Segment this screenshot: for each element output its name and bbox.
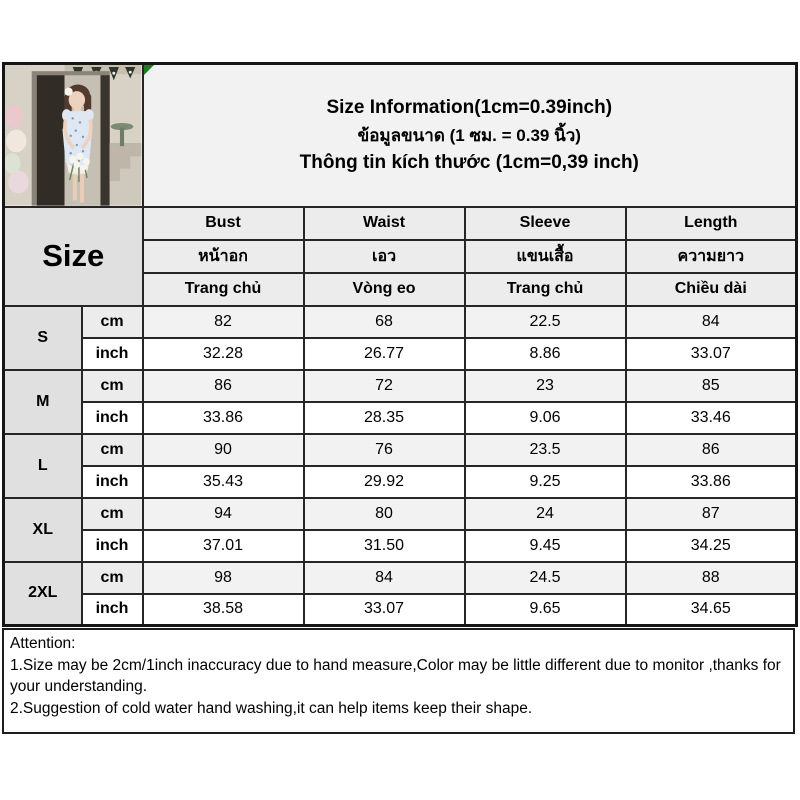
value-cell: 38.58 xyxy=(143,594,304,626)
column-header-bust-th: หน้าอก xyxy=(143,240,304,273)
value-cell: 88 xyxy=(626,562,797,594)
size-column-header: Size xyxy=(4,207,143,306)
product-photo-illustration xyxy=(5,65,142,206)
value-cell: 76 xyxy=(304,434,465,466)
attention-heading: Attention: xyxy=(10,635,76,652)
unit-label-cm: cm xyxy=(82,434,143,466)
value-cell: 86 xyxy=(143,370,304,402)
value-cell: 94 xyxy=(143,498,304,530)
value-cell: 33.86 xyxy=(626,466,797,498)
column-header-length-vi: Chiều dài xyxy=(626,273,797,306)
unit-label-inch: inch xyxy=(82,466,143,498)
value-cell: 9.45 xyxy=(465,530,626,562)
attention-line-1: 1.Size may be 2cm/1inch inaccuracy due to hand measure,Color may be little different due to monitor ,thanks for your understanding. xyxy=(10,656,781,695)
title-cell xyxy=(143,64,797,207)
size-label-s: S xyxy=(4,306,82,370)
column-header-sleeve-th: แขนเสื้อ xyxy=(465,240,626,273)
value-cell: 98 xyxy=(143,562,304,594)
value-cell: 31.50 xyxy=(304,530,465,562)
column-header-sleeve-vi: Trang chủ xyxy=(465,273,626,306)
value-cell: 68 xyxy=(304,306,465,338)
column-header-bust-en: Bust xyxy=(143,207,304,240)
value-cell: 23 xyxy=(465,370,626,402)
value-cell: 80 xyxy=(304,498,465,530)
size-label-m: M xyxy=(4,370,82,434)
value-cell: 86 xyxy=(626,434,797,466)
value-cell: 85 xyxy=(626,370,797,402)
value-cell: 37.01 xyxy=(143,530,304,562)
unit-label-cm: cm xyxy=(82,498,143,530)
attention-line-2: 2.Suggestion of cold water hand washing,it can help items keep their shape. xyxy=(10,699,533,717)
value-cell: 33.46 xyxy=(626,402,797,434)
value-cell: 9.25 xyxy=(465,466,626,498)
column-header-length-th: ความยาว xyxy=(626,240,797,273)
value-cell: 72 xyxy=(304,370,465,402)
value-cell: 84 xyxy=(304,562,465,594)
value-cell: 24.5 xyxy=(465,562,626,594)
column-header-sleeve-en: Sleeve xyxy=(465,207,626,240)
column-header-waist-en: Waist xyxy=(304,207,465,240)
value-cell: 82 xyxy=(143,306,304,338)
value-cell: 23.5 xyxy=(465,434,626,466)
value-cell: 29.92 xyxy=(304,466,465,498)
value-cell: 33.86 xyxy=(143,402,304,434)
value-cell: 35.43 xyxy=(143,466,304,498)
attention-note xyxy=(2,628,795,734)
value-cell: 34.25 xyxy=(626,530,797,562)
title-vietnamese: Thông tin kích thước (1cm=0,39 inch) xyxy=(299,151,639,173)
value-cell: 90 xyxy=(143,434,304,466)
value-cell: 87 xyxy=(626,498,797,530)
value-cell: 33.07 xyxy=(626,338,797,370)
product-photo xyxy=(4,64,143,207)
value-cell: 32.28 xyxy=(143,338,304,370)
value-cell: 34.65 xyxy=(626,594,797,626)
cell-corner-marker xyxy=(144,65,154,75)
size-label-l: L xyxy=(4,434,82,498)
column-header-waist-vi: Vòng eo xyxy=(304,273,465,306)
value-cell: 24 xyxy=(465,498,626,530)
value-cell: 28.35 xyxy=(304,402,465,434)
value-cell: 9.06 xyxy=(465,402,626,434)
value-cell: 33.07 xyxy=(304,594,465,626)
column-header-bust-vi: Trang chủ xyxy=(143,273,304,306)
title-english: Size Information(1cm=0.39inch) xyxy=(326,96,613,118)
unit-label-cm: cm xyxy=(82,562,143,594)
column-header-length-en: Length xyxy=(626,207,797,240)
title-thai: ข้อมูลขนาด (1 ซม. = 0.39 นิ้ว) xyxy=(357,125,581,145)
value-cell: 9.65 xyxy=(465,594,626,626)
value-cell: 8.86 xyxy=(465,338,626,370)
unit-label-inch: inch xyxy=(82,338,143,370)
unit-label-inch: inch xyxy=(82,530,143,562)
column-header-waist-th: เอว xyxy=(304,240,465,273)
unit-label-cm: cm xyxy=(82,370,143,402)
value-cell: 26.77 xyxy=(304,338,465,370)
size-table xyxy=(2,62,798,627)
value-cell: 22.5 xyxy=(465,306,626,338)
size-label-xl: XL xyxy=(4,498,82,562)
unit-label-inch: inch xyxy=(82,594,143,626)
unit-label-inch: inch xyxy=(82,402,143,434)
value-cell: 84 xyxy=(626,306,797,338)
size-label-2xl: 2XL xyxy=(4,562,82,626)
unit-label-cm: cm xyxy=(82,306,143,338)
